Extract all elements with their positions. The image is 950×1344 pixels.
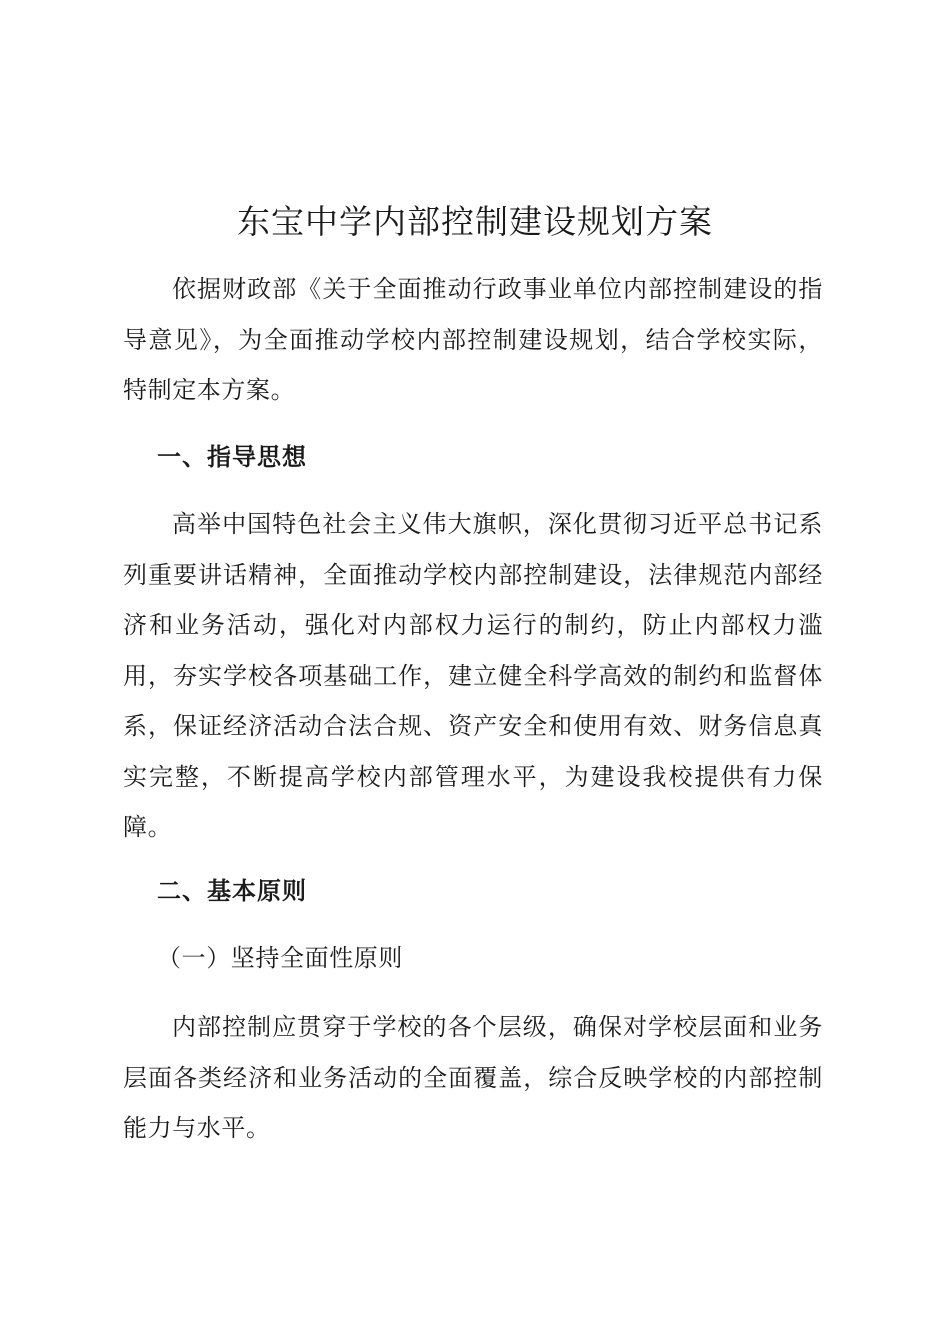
guiding-ideology-paragraph: 高举中国特色社会主义伟大旗帜，深化贯彻习近平总书记系列重要讲话精神，全面推动学校内部控制建设，法律规范内部经济和业务活动，强化对内部权力运行的制约，防止内部权力滥用，夯实学校各项基础工作，建立健全科学高效的制约和监督体系，保证经济活动合法合规、资产安全和使用有效、财务信息真实完整，不断提高学校内部管理水平，为建设我校提供有力保障。 <box>123 510 823 841</box>
section-heading-basic-principles: 二、基本原则 <box>157 877 307 905</box>
comprehensiveness-paragraph: 内部控制应贯穿于学校的各个层级，确保对学校层面和业务层面各类经济和业务活动的全面覆盖，综合反映学校的内部控制能力与水平。 <box>123 1013 823 1142</box>
section-heading-guiding-ideology: 一、指导思想 <box>157 443 307 471</box>
subsection-heading-comprehensiveness: （一）坚持全面性原则 <box>157 944 403 972</box>
document-title: 东宝中学内部控制建设规划方案 <box>237 202 713 241</box>
intro-paragraph: 依据财政部《关于全面推动行政事业单位内部控制建设的指导意见》，为全面推动学校内部控制建设规划，结合学校实际，特制定本方案。 <box>123 275 823 404</box>
